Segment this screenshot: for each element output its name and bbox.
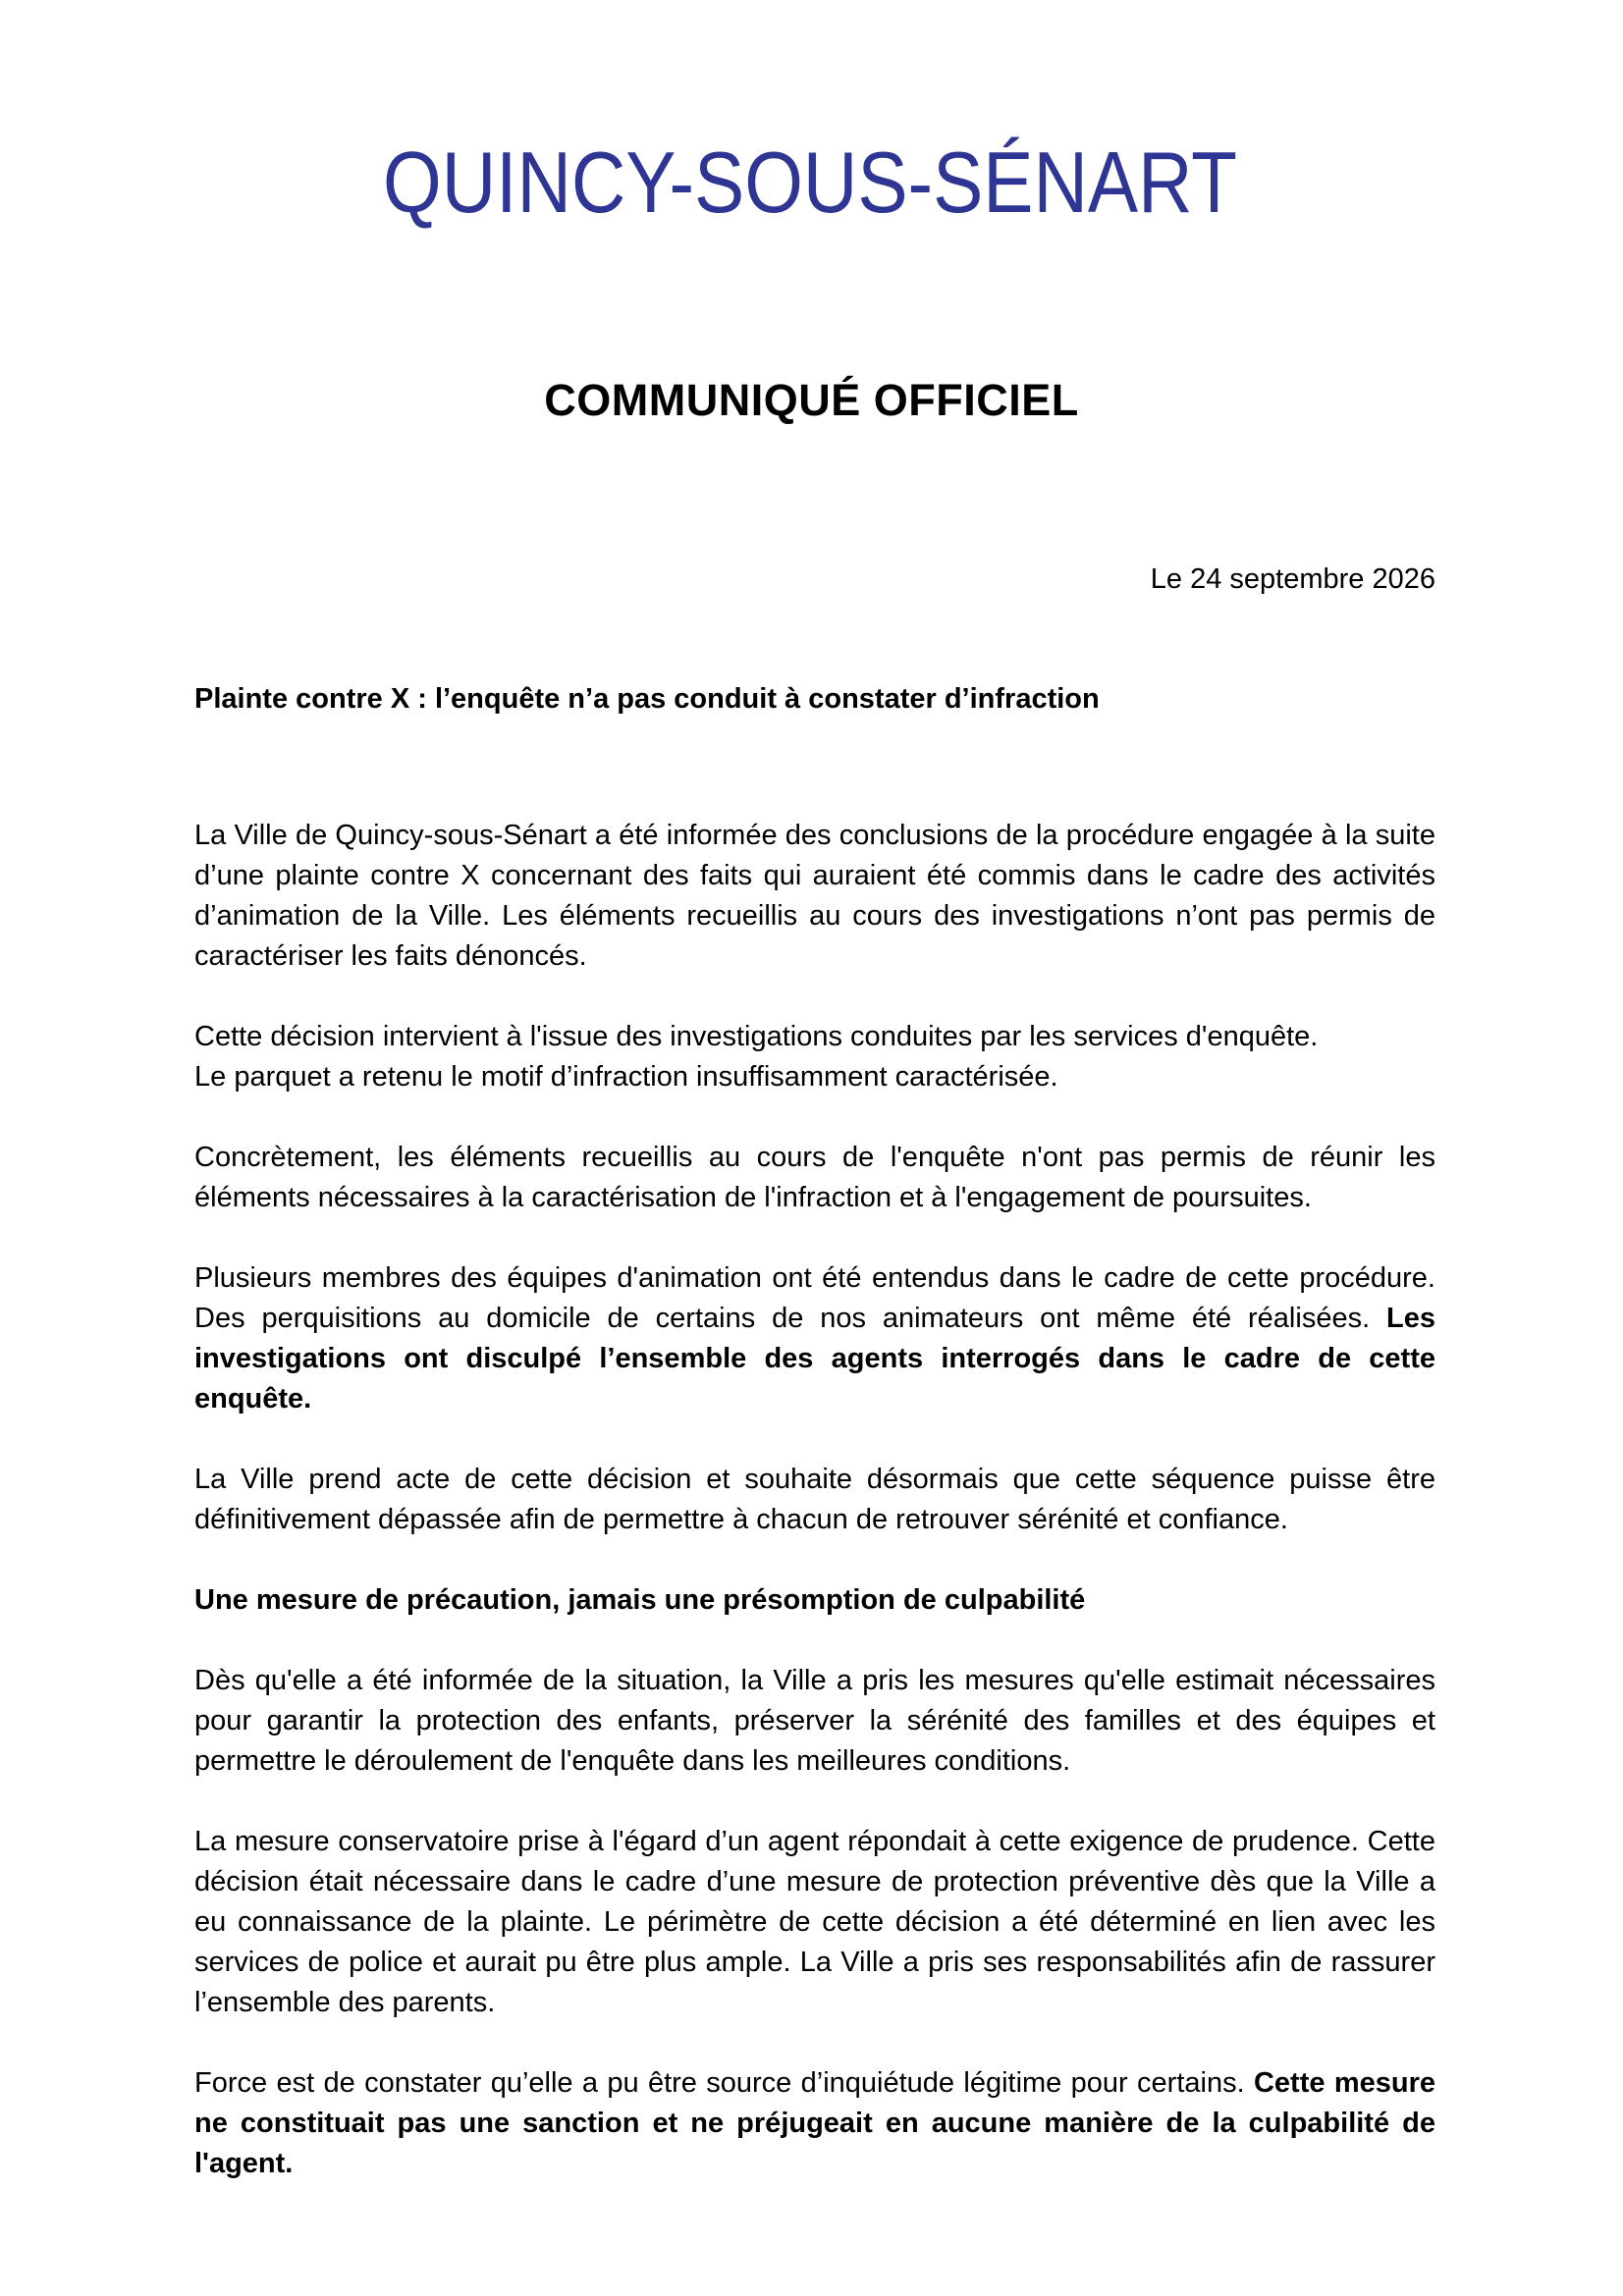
paragraph-2-line-2: Le parquet a retenu le motif d’infraction insuffisamment caractérisée. (194, 1061, 1058, 1093)
subject-heading: Plainte contre X : l’enquête n’a pas conduit à constater d’infraction (194, 683, 1100, 715)
paragraph-4 (194, 1258, 1435, 1419)
paragraph-6: Dès qu'elle a été informée de la situation, la Ville a pris les mesures qu'elle estimait nécessaires pour garantir la protection des enfants, préserver la sérénité des familles et des équipes et permettre le déroulement de l'enquête dans les meilleures conditions. (194, 1665, 1435, 1777)
paragraph-2-line-1: Cette décision intervient à l'issue des investigations conduites par les services d'enquête. (194, 1021, 1319, 1052)
document-title: COMMUNIQUÉ OFFICIEL (544, 375, 1079, 425)
section-heading: Une mesure de précaution, jamais une présomption de culpabilité (194, 1584, 1086, 1616)
paragraph-1: La Ville de Quincy-sous-Sénart a été informée des conclusions de la procédure engagée à la suite d’une plainte contre X concernant des faits qui auraient été commis dans le cadre des activités d’animation de la Ville. Les éléments recueillis au cours des investigations n’ont pas permis de caractériser les faits dénoncés. (194, 820, 1435, 972)
city-logo (383, 128, 1247, 236)
paragraph-4-text: Plusieurs membres des équipes d'animation ont été entendus dans le cadre de cette procédure. Des perquisitions au domicile de certains de nos animateurs ont même été réalisées. (194, 1262, 1435, 1334)
paragraph-4-emphasis: Les investigations ont disculpé l’ensemble des agents interrogés dans le cadre de cette enquête. (194, 1303, 1435, 1415)
logo-text: QUINCY-SOUS-SÉNART (383, 133, 1237, 231)
logo-wordmark-icon (383, 128, 1247, 236)
paragraph-8 (194, 2063, 1435, 2184)
paragraph-3: Concrètement, les éléments recueillis au cours de l'enquête n'ont pas permis de réunir les éléments nécessaires à la caractérisation de l'infraction et à l'engagement de poursuites. (194, 1142, 1435, 1213)
document-body (194, 679, 1435, 2184)
paragraph-8-emphasis: Cette mesure ne constituait pas une sanction et ne préjugeait en aucune manière de la culpabilité de l'agent. (194, 2067, 1435, 2179)
paragraph-5: La Ville prend acte de cette décision et souhaite désormais que cette séquence puisse être définitivement dépassée afin de permettre à chacun de retrouver sérénité et confiance. (194, 1464, 1435, 1535)
paragraph-8-text: Force est de constater qu’elle a pu être source d’inquiétude légitime pour certains. (194, 2067, 1254, 2099)
document-date: Le 24 septembre 2026 (1150, 563, 1435, 595)
paragraph-7: La mesure conservatoire prise à l'égard d’un agent répondait à cette exigence de prudence. Cette décision était nécessaire dans le cadre d’une mesure de protection préventive dès que la Ville a eu connaissance de la plainte. Le périmètre de cette décision a été déterminé en lien avec les services de police et aurait pu être plus ample. La Ville a pris ses responsabilités afin de rassurer l’ensemble des parents. (194, 1826, 1435, 2018)
